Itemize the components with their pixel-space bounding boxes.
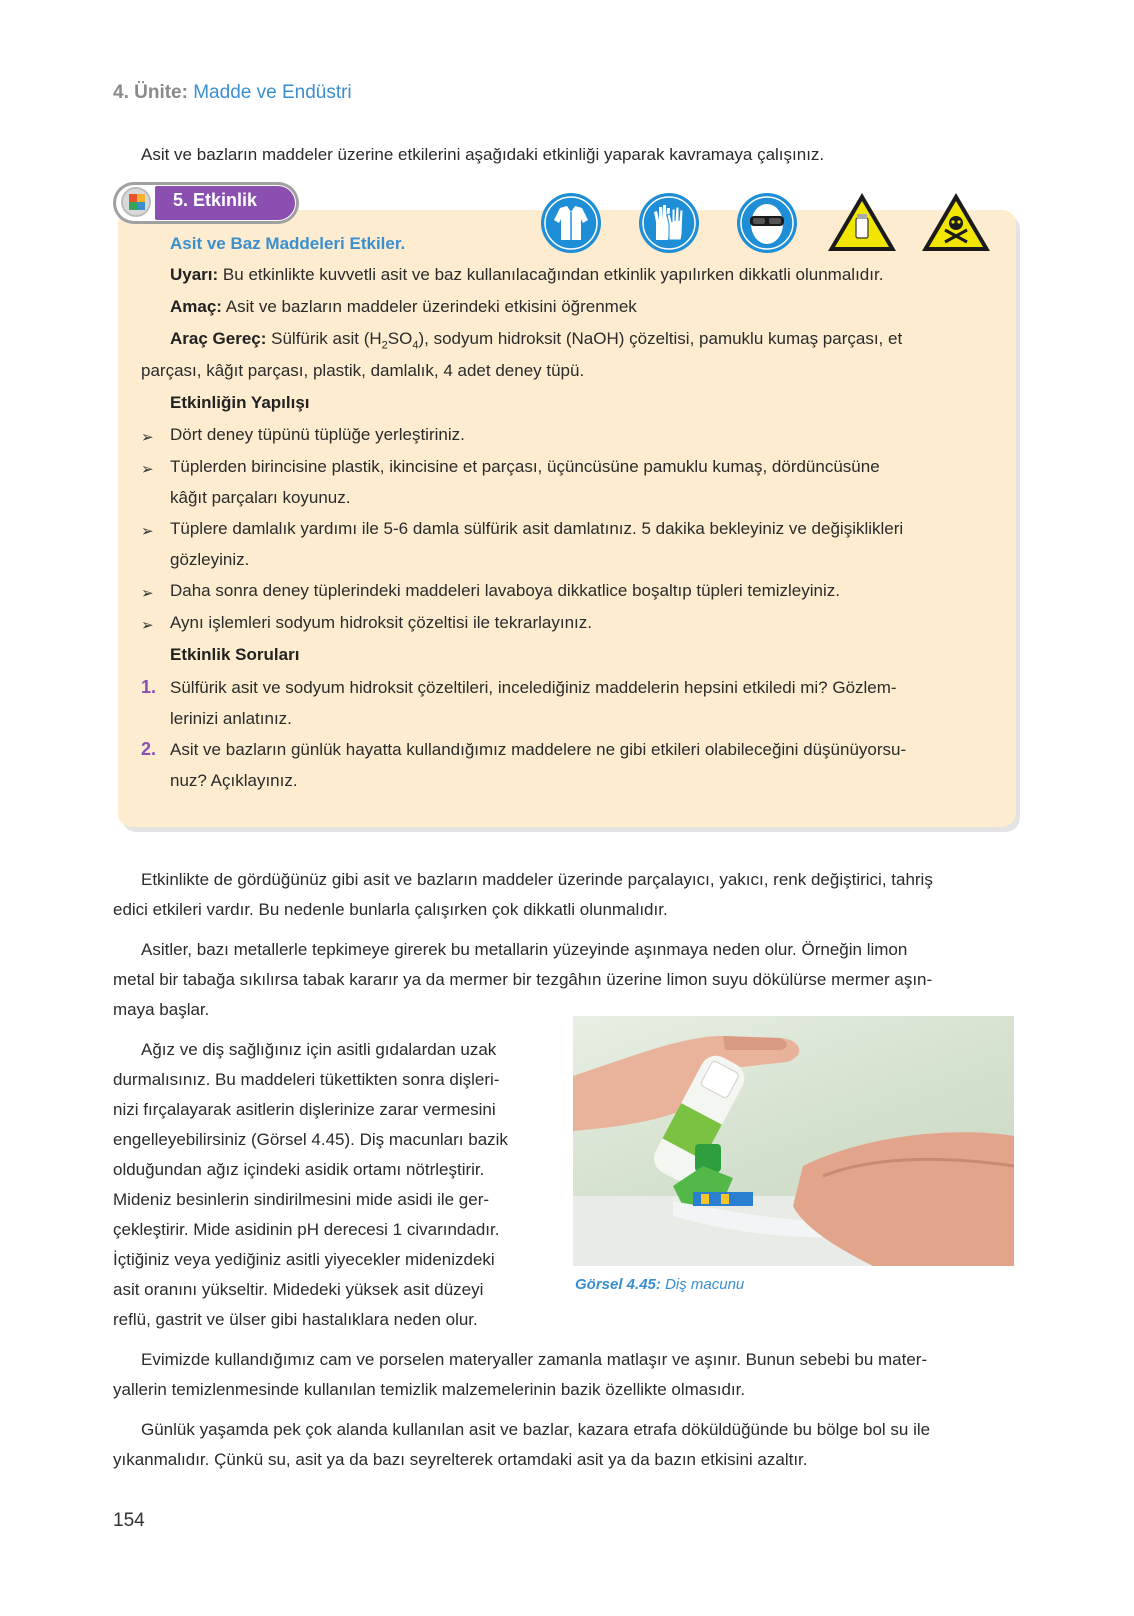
figure-label: Görsel 4.45: bbox=[575, 1276, 661, 1293]
activity-logo-icon bbox=[121, 187, 151, 217]
arrow-bullet-icon: ➢ bbox=[141, 461, 154, 478]
figure-text: Diş macunu bbox=[665, 1276, 745, 1293]
paragraph-4-line-1: Evimizde kullandığımız cam ve porselen materyaller zamanla matlaşır ve aşınır. Bunun sebebi bu mater- bbox=[141, 1350, 928, 1369]
paragraph-3-line: asit oranını yükseltir. Midedeki yüksek asit düzeyi bbox=[113, 1280, 484, 1299]
paragraph-1-line-2: edici etkileri vardır. Bu nedenle bunlarla çalışırken çok dikkatli olunmalıdır. bbox=[113, 900, 668, 919]
question-1: Sülfürik asit ve sodyum hidroksit çözeltileri, incelediğiniz maddelerin hepsini etkiledi mi? Gözlem- bbox=[170, 678, 897, 697]
tools-text: Sülfürik asit (H bbox=[271, 329, 382, 348]
figure-caption bbox=[575, 1276, 744, 1293]
paragraph-2-line-3: maya başlar. bbox=[113, 1000, 210, 1019]
arrow-bullet-icon: ➢ bbox=[141, 585, 154, 602]
safety-icons bbox=[540, 192, 1000, 256]
paragraph-3-line: olduğundan ağız içindeki asidik ortamı nötrleştirir. bbox=[113, 1160, 485, 1179]
intro-text: Asit ve bazların maddeler üzerine etkilerini aşağıdaki etkinliği yaparak kavramaya çalışınız. bbox=[141, 145, 825, 164]
step-1: Dört deney tüpünü tüplüğe yerleştiriniz. bbox=[170, 425, 465, 444]
paragraph-3-line: engelleyebilirsiniz (Görsel 4.45). Diş macunları bazik bbox=[113, 1130, 508, 1149]
arrow-bullet-icon: ➢ bbox=[141, 523, 154, 540]
paragraph-3-line: durmalısınız. Bu maddeleri tükettikten sonra dişleri- bbox=[113, 1070, 500, 1089]
paragraph-2-line-2: metal bir tabağa sıkılırsa tabak kararır ya da mermer bir tezgâhın üzerine limon suyu dökülürse mermer aşın- bbox=[113, 970, 933, 989]
tools-line bbox=[170, 329, 902, 355]
paragraph-3-line: İçtiğiniz veya yediğiniz asitli yiyecekler midenizdeki bbox=[113, 1250, 495, 1269]
question-number: 1. bbox=[141, 677, 157, 697]
step-3: Tüplere damlalık yardımı ile 5-6 damla sülfürik asit damlatınız. 5 dakika bekleyiniz ve değişiklikleri bbox=[170, 519, 904, 538]
questions-heading: Etkinlik Soruları bbox=[170, 645, 300, 664]
tools-label: Araç Gereç: bbox=[170, 329, 267, 348]
tools-text: SO bbox=[387, 329, 413, 348]
formula-subscript: 4 bbox=[412, 339, 419, 352]
toothpaste-photo bbox=[573, 1016, 1014, 1266]
activity-title: Asit ve Baz Maddeleri Etkiler. bbox=[170, 234, 406, 253]
activity-tab-label: 5. Etkinlik bbox=[155, 186, 295, 220]
toxic-warning-icon bbox=[920, 190, 992, 254]
warning-text: Bu etkinlikte kuvvetli asit ve baz kullanılacağından etkinlik yapılırken dikkatli olunmalıdır. bbox=[222, 265, 884, 284]
arrow-bullet-icon: ➢ bbox=[141, 617, 154, 634]
step-2-cont: kâğıt parçaları koyunuz. bbox=[170, 488, 351, 507]
goggles-icon bbox=[736, 192, 798, 254]
warning-line bbox=[170, 265, 883, 285]
aim-label: Amaç: bbox=[170, 297, 222, 316]
tools-line-2: parçası, kâğıt parçası, plastik, damlalık, 4 adet deney tüpü. bbox=[141, 361, 585, 380]
paragraph-3-line: Ağız ve diş sağlığınız için asitli gıdalardan uzak bbox=[141, 1040, 497, 1059]
lab-coat-icon bbox=[540, 192, 602, 254]
question-2-cont: nuz? Açıklayınız. bbox=[170, 771, 298, 790]
procedure-heading: Etkinliğin Yapılışı bbox=[170, 393, 310, 412]
aim-text: Asit ve bazların maddeler üzerindeki etkisini öğrenmek bbox=[225, 297, 637, 316]
gloves-icon bbox=[638, 192, 700, 254]
tools-text: ), sodyum hidroksit (NaOH) çözeltisi, pamuklu kumaş parçası, et bbox=[418, 329, 903, 348]
warning-label: Uyarı: bbox=[170, 265, 219, 284]
unit-name: Madde ve Endüstri bbox=[193, 82, 352, 103]
paragraph-3-line: reflü, gastrit ve ülser gibi hastalıklara neden olur. bbox=[113, 1310, 478, 1329]
question-2: Asit ve bazların günlük hayatta kullandığımız maddelere ne gibi etkileri olabileceğini düşünüyorsu- bbox=[170, 740, 907, 759]
formula-subscript: 2 bbox=[381, 339, 388, 352]
paragraph-3-line: nizi fırçalayarak asitlerin dişlerinize zarar vermesini bbox=[113, 1100, 496, 1119]
step-4: Daha sonra deney tüplerindeki maddeleri lavaboya dikkatlice boşaltıp tüpleri temizleyiniz. bbox=[170, 581, 840, 600]
paragraph-5-line-1: Günlük yaşamda pek çok alanda kullanılan asit ve bazlar, kazara etrafa döküldüğünde bu bölge bol su ile bbox=[141, 1420, 931, 1439]
activity-tab bbox=[113, 182, 299, 224]
corrosive-warning-icon bbox=[826, 190, 898, 254]
unit-number: 4. Ünite: bbox=[113, 82, 188, 103]
paragraph-1-line-1: Etkinlikte de gördüğünüz gibi asit ve bazların maddeler üzerinde parçalayıcı, yakıcı, renk değiştirici, tahriş bbox=[141, 870, 933, 889]
paragraph-5-line-2: yıkanmalıdır. Çünkü su, asit ya da bazı seyrelterek ortamdaki asit ya da bazın etkisini azaltır. bbox=[113, 1450, 808, 1469]
aim-line bbox=[170, 297, 637, 317]
arrow-bullet-icon: ➢ bbox=[141, 429, 154, 446]
paragraph-2-line-1: Asitler, bazı metallerle tepkimeye girerek bu metallarin yüzeyinde aşınmaya neden olur. Örneğin limon bbox=[141, 940, 908, 959]
step-3-cont: gözleyiniz. bbox=[170, 550, 250, 569]
unit-header bbox=[113, 82, 352, 104]
question-1-cont: lerinizi anlatınız. bbox=[170, 709, 292, 728]
step-2: Tüplerden birincisine plastik, ikincisine et parçası, üçüncüsüne pamuklu kumaş, dördüncüsüne bbox=[170, 457, 880, 476]
question-number: 2. bbox=[141, 739, 157, 759]
paragraph-3-line: Mideniz besinlerin sindirilmesini mide asidi ile ger- bbox=[113, 1190, 490, 1209]
paragraph-4-line-2: yallerin temizlenmesinde kullanılan temizlik malzemelerinin bazik özellikte olmasıdır. bbox=[113, 1380, 746, 1399]
paragraph-3-line: çekleştirir. Mide asidinin pH derecesi 1 civarındadır. bbox=[113, 1220, 500, 1239]
page-number: 154 bbox=[113, 1510, 145, 1531]
step-5: Aynı işlemleri sodyum hidroksit çözeltisi ile tekrarlayınız. bbox=[170, 613, 592, 632]
